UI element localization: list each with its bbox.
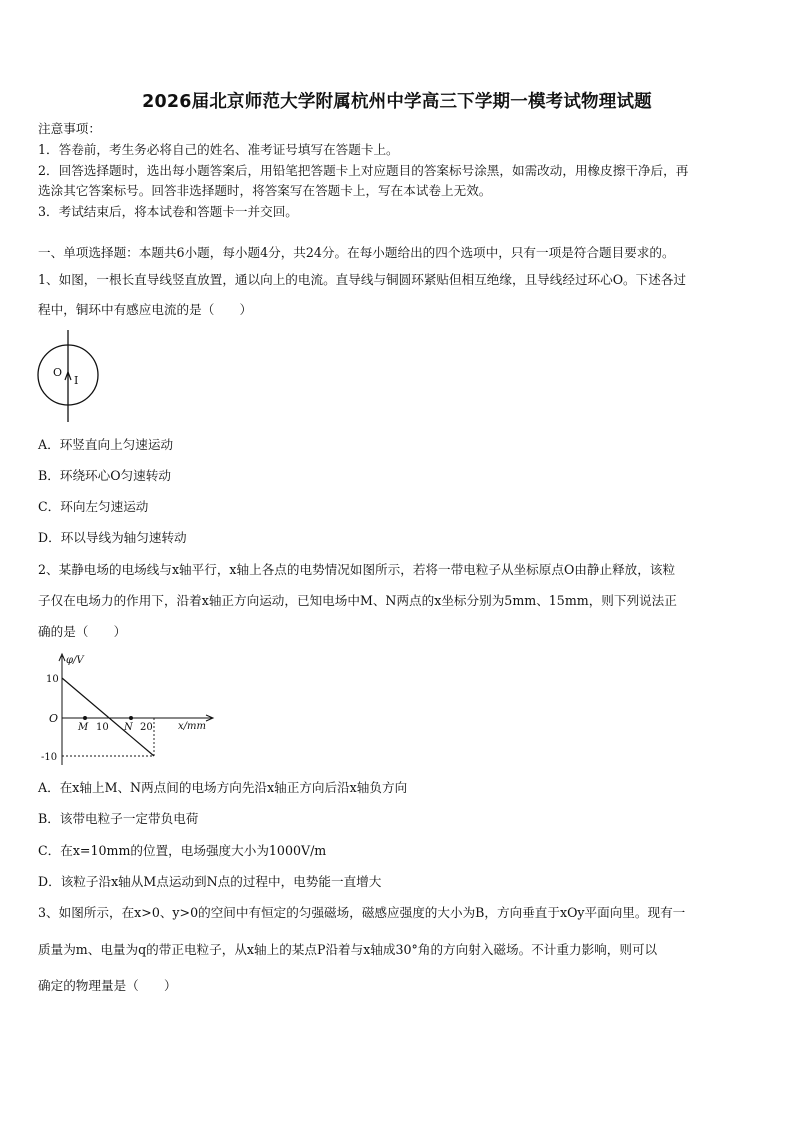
q1-ring-figure (30, 328, 110, 424)
current-label: I (74, 374, 79, 387)
y-tick-10: 10 (46, 674, 59, 685)
page-title: 2026届北京师范大学附属杭州中学高三下学期一模考试物理试题 (142, 92, 652, 112)
q2-option-d: D．该粒子沿x轴从M点运动到N点的过程中，电势能一直增大 (38, 874, 382, 889)
point-m (83, 716, 87, 720)
q1-option-a: A．环竖直向上匀速运动 (38, 437, 174, 452)
q2-option-b: B．该带电粒子一定带负电荷 (38, 811, 199, 826)
y-tick-neg10: -10 (41, 752, 58, 763)
q2-potential-graph (40, 650, 220, 770)
phi-axis-label: φ/V (66, 655, 84, 666)
q2-stem-line1: 2、某静电场的电场线与x轴平行，x轴上各点的电势情况如图所示，若将一带电粒子从坐标原点O由静止释放，该粒 (38, 562, 676, 577)
point-n-label: N (124, 722, 133, 733)
section-heading: 一、单项选择题：本题共6小题，每小题4分，共24分。在每小题给出的四个选项中，只有一项是符合题目要求的。 (38, 245, 675, 260)
origin-label: O (49, 712, 59, 725)
q2-option-c: C．在x=10mm的位置，电场强度大小为1000V/m (38, 843, 327, 858)
notice-heading: 注意事项： (38, 121, 101, 136)
point-m-label: M (78, 722, 89, 733)
q1-option-d: D．环以导线为轴匀速转动 (38, 530, 187, 545)
notice-item-1: 1．答卷前，考生务必将自己的姓名、准考证号填写在答题卡上。 (38, 142, 399, 157)
ring-center-label: O (53, 366, 63, 379)
q2-option-a: A．在x轴上M、N两点间的电场方向先沿x轴正方向后沿x轴负方向 (38, 780, 408, 795)
q2-stem-line2: 子仅在电场力的作用下，沿着x轴正方向运动，已知电场中M、N两点的x坐标分别为5mm、15mm，则下列说法正 (38, 593, 677, 608)
q3-stem-line1: 3、如图所示，在x>0、y>0的空间中有恒定的匀强磁场，磁感应强度的大小为B，方向垂直于xOy平面向里。现有一 (38, 905, 686, 920)
notice-item-3: 3．考试结束后，将本试卷和答题卡一并交回。 (38, 204, 298, 219)
q3-stem-line2: 质量为m、电量为q的带正电粒子，从x轴上的某点P沿着与x轴成30°角的方向射入磁场。不计重力影响，则可以 (38, 942, 658, 957)
q2-stem-line3: 确的是（ ） (38, 624, 127, 639)
q1-stem-line2: 程中，铜环中有感应电流的是（ ） (38, 302, 253, 317)
x-tick-10: 10 (96, 722, 109, 733)
potential-line (62, 678, 154, 756)
q3-stem-line3: 确定的物理量是（ ） (38, 978, 177, 993)
q1-option-c: C．环向左匀速运动 (38, 499, 149, 514)
q1-option-b: B．环绕环心O匀速转动 (38, 468, 171, 483)
q1-stem-line1: 1、如图，一根长直导线竖直放置，通以向上的电流。直导线与铜圆环紧贴但相互绝缘，且导线经过环心O。下述各过 (38, 272, 687, 287)
x-axis-label: x/mm (178, 721, 206, 732)
notice-item-2-cont: 选涂其它答案标号。回答非选择题时，将答案写在答题卡上，写在本试卷上无效。 (38, 183, 492, 198)
notice-item-2: 2．回答选择题时，选出每小题答案后，用铅笔把答题卡上对应题目的答案标号涂黑，如需改动，用橡皮擦干净后，再 (38, 163, 689, 178)
x-tick-20: 20 (140, 722, 153, 733)
point-n (129, 716, 133, 720)
